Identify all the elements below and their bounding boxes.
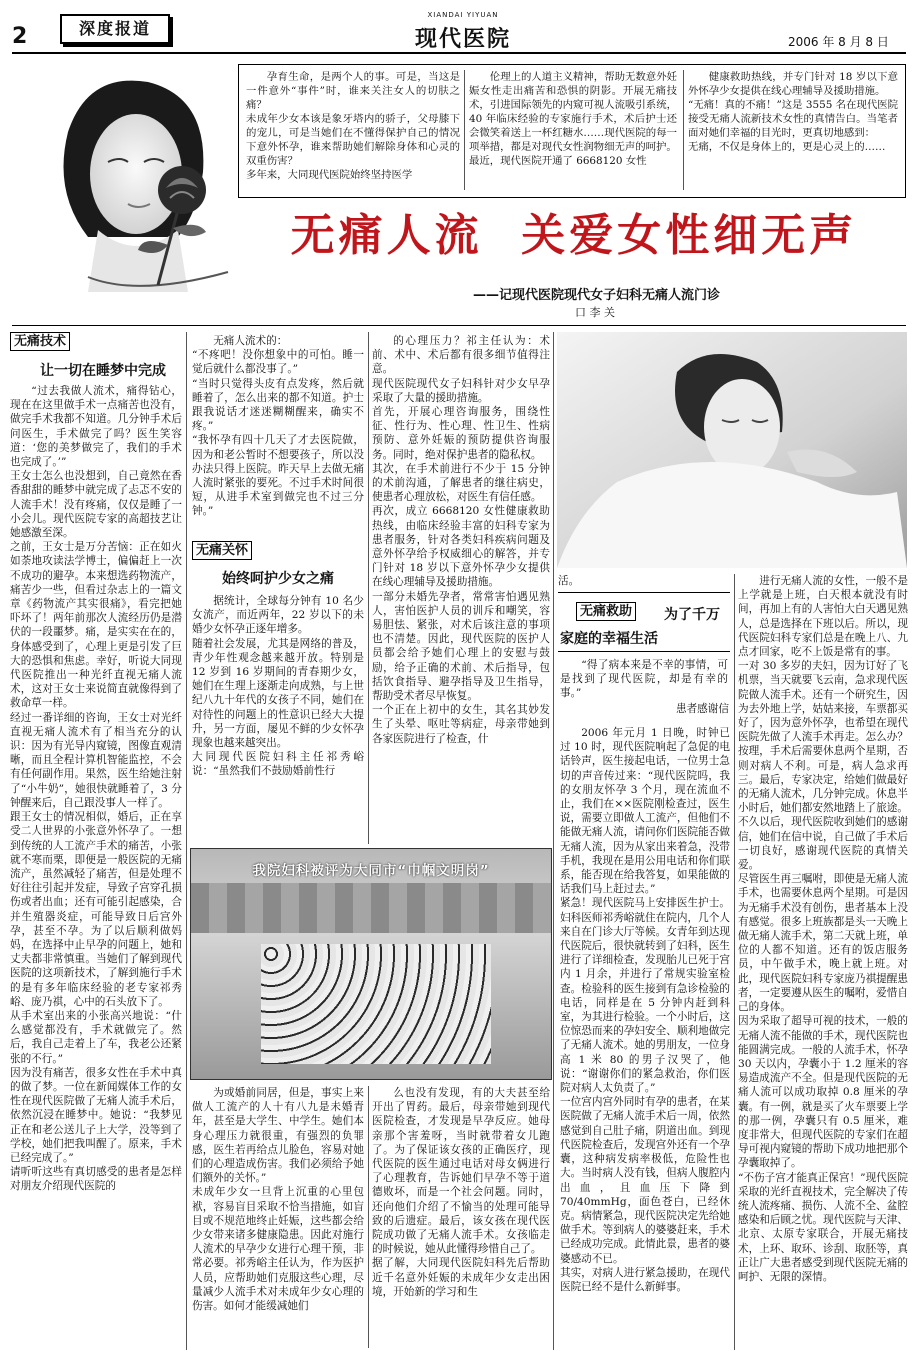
intro-col-2: 伦理上的人道主义精神，帮助无数意外妊娠女性走出痛苦和恐惧的阴影。开展无痛技术，引进国际领先的内窥可视人流吸引系统，40 年临床经验的专家施行手术，术后护士还会微笑着送上一杯红糖水……现代医院的每一项举措，都是对现代女性润物细无声的呵护。 最近，现代医院开通了 6668120 女性 (469, 71, 677, 167)
col4-body: 2006 年元月 1 日晚，时钟已过 10 时，现代医院响起了急促的电话铃声，医生接起电话，一位男士急切的声音传过来：“现代医院吗，我的女朋友怀孕 3 个月，现在流血不止，我们在××医院刚检查过，医生说，需要立即做人工流产，但他们不能做无痛人流，请问你们医院能否做无痛人流，因为从家出来着急，没带手机，我现在是用公用电话和你们联系，能否现在给我答复，如果能做的话我们马上赶过去。” 紧急！现代医院马上安排医生护士。妇科医师祁秀峪就住在院内，几个人来自在门诊大厅等候。女青年到达现代医院后，很快就转到了妇科，医生进行了详细检查，发现胎儿已死于宫内 1 月余，并进行了常规实验室检查。检验科的医生接到有急诊检验的电话，同样是在 5 分钟内赶到科室，为其进行检验。一个小时后，这位惊恐而来的孕妇安全、顺利地做完了无痛人流术。她的男朋友，一位身高 1 米 80 的男子汉哭了，他说：“谢谢你们的紧急救治，你们医院对病人太负责了。” 一位宫内宫外同时有孕的患者，在某医院做了无痛人流手术后一周，依然感觉到自己肚子痛，阴道出血。到现代医院检查后，发现宫外还有一个孕囊，这种病发病率极低，危险性也大。当时病人没有钱，但病人腹腔内出血，且血压下降到 70/40mmHg，面色苍白，已经休克。病情紧急，现代医院决定先给她做手术。等到病人的婆婆赶来，手术已经成功完成。此情此景，患者的婆婆感动不已。 其实，对病人进行紧急援助，在现代医院已经不是什么新鲜事。 (560, 727, 730, 1293)
byline: 口 李 关 (575, 306, 615, 319)
masthead-title: 现代医院 (414, 26, 511, 52)
group-photo (190, 848, 552, 1080)
header-rule (12, 52, 906, 54)
issue-date: 2006 年 8 月 8 日 (788, 35, 889, 49)
main-headline: 无痛人流 关爱女性细无声 (290, 210, 858, 261)
section-tag-label: 深度报道 (78, 19, 151, 38)
section-label-care: 无痛关怀 (192, 541, 252, 560)
col2-bottom-body: 为或婚前同居，但是，事实上来做人工流产的人十有八九是未婚青年，甚至是大学生、中学生。她们本身心理压力就很重，有强烈的负罪感，医生若再给点儿脸色，容易对她们的心理造成伤害。我们必须给予她们额外的关怀。” 未成年少女一旦背上沉重的心里包袱，容易盲目采取不恰当措施，如盲目或不规范地终止妊娠，这些都会给少女带来诸多健康隐患。因此对施行人流术的早孕少女进行心理干预，非常必要。祁秀峪主任认为，作为医护人员，应帮助她们克服这些心理，尽量减少人流手术对未成年少女心理的伤害。如何才能缓减她们 (192, 1087, 364, 1313)
photo-people (261, 944, 491, 1064)
intro-col-1: 孕育生命，是两个人的事。可是，当这是一件意外“事件”时，谁来关注女人的切肤之痛？ 未成年少女本该是象牙塔内的骄子，父母膝下的宠儿，可是当她们在不懂得保护自己的情况下意外怀孕，谁来帮助她们解除身体和心灵的双重伤害？ 多年来，大同现代医院始终坚持医学 (246, 71, 460, 181)
rose-illustration (128, 150, 228, 290)
col-divider-3 (553, 332, 554, 1350)
photo-building (191, 883, 551, 933)
section-heading-rescue-1: 为了千万 (664, 607, 720, 623)
section-tag (60, 14, 170, 44)
col-divider-2b (368, 1086, 369, 1348)
section-label-painless-tech: 无痛技术 (10, 332, 70, 351)
sub-headline: ——记现代医院现代女子妇科无痛人流门诊 (472, 288, 720, 303)
headline-rule (12, 325, 906, 326)
col3-bottom-body: 么也没有发现，有的大夫甚至给开出了胃药。最后，母亲带她到现代医院检查，才发现是早孕反应。她母亲那个害羞呀，当时就带着女儿跑了。为了保证该女孩的正确医疗，现代医院的医生通过电话对母女俩进行了心理教育，告诉她们早孕不等于道德败坏，而是一个社会问题。同时，还向他们介绍了不愉当的处理可能导致的后遗症。最后，该女孩在现代医院成功做了无痛人流手术。女孩临走的时候说，她从此懂得珍惜自己了。 据了解，大同现代医院妇科先后帮助近千名意外妊娠的未成年少女走出困境，开始新的学习和生 (372, 1087, 550, 1298)
col3-top-body: 的心理压力？祁主任认为：术前、术中、术后都有很多细节值得注意。 现代医院现代女子妇科针对少女早孕采取了大量的援助措施。 首先，开展心理咨询服务，围绕性征、性行为、性心理、性卫生、性病预防、意外妊娠的预防提供咨询服务。同时，绝对保护患者的隐私权。 其次，在手术前进行不少于 15 分钟的术前沟通，了解患者的继往病史，使患者心理放松，对医生有信任感。 再次，成立 6668120 女性健康救助热线，由临床经验丰富的妇科专家为患者服务，针对各类妇科疾病问题及意外怀孕给予权威细心的解答，并专门针对 18 岁以下意外怀孕少女提供在线心理辅导及援助措施。 一部分未婚先孕者，常常害怕遇见熟人，害怕医护人员的训斥和嘲笑，容易胆怯、紧张，对术后该注意的事项也不清楚。因此，现代医院的医护人员都会给予她们心理上的安慰与鼓励，给予正确的术前、术后指导，包括饮食指导、避孕指导及卫生指导，帮助受术者尽早恢复。 一个正在上初中的女生，其名其妙发生了头晕、呕吐等病症，母亲带她到各家医院进行了检查，什 (372, 335, 550, 745)
section-heading-care: 始终呵护少女之痛 (222, 571, 334, 587)
col4-overflow-text: 活。 (558, 575, 580, 587)
section-heading-painless-tech: 让一切在睡梦中完成 (40, 363, 166, 379)
col-divider-4 (734, 574, 735, 1350)
col-divider-2 (368, 332, 369, 844)
masthead-roman: XIANDAI YIYUAN (427, 11, 499, 19)
intro-col-3: 健康救助热线，并专门针对 18 岁以下意外怀孕少女提供在线心理辅导及援助措施。 “无痛！真的不痛！”这是 3555 名在现代医院接受无痛人流新技术女性的真情告白。当笔者面对她们幸福的目光时，更真切地感到： 无痛，不仅是身体上的，更是心灵上的…… (688, 71, 898, 153)
col5-body: 进行无痛人流的女性，一般不是上学就是上班，白天根本就没有时间，再加上有的人害怕大白天遇见熟人，总是选择在下班以后。所以，现代医院妇科专家们总是在晚上八、九点才回家，吃不上饭是常有的事。 一对 30 多岁的夫妇，因为订好了飞机票，当天就要飞云南，急求现代医院做人流手术。还有一个研究生，因为去外地上学，姑姑来接，车票都买好了，因为意外怀孕，也希望在现代医院先做了人流手术再走。怎么办？按理，手术后需要休息两个星期，否则对病人不利。可是，病人急求再三。最后，专家决定，给她们做最好的无痛人流术，几分钟完成。休息半小时后，她们都安然地踏上了旅途。不久以后，现代医院收到她们的感谢信，她们在信中说，自己做了手术后一切良好，感谢现代医院的真情关爱。 尽管医生再三嘱咐，即使是无痛人流手术，也需要休息两个星期。可是因为无痛手术没有创伤，患者基本上没有感觉。很多上班族都是头一天晚上做无痛人流手术，第二天就上班，单位的人都不知道。还有的饭店服务员，中午做手术，晚上就上班。对此，现代医院妇科专家庞乃祺提醒患者，一定要遵从医生的嘱咐，爱惜自己的身体。 因为采取了超导可视的技术，一般的无痛人流不能做的手术，现代医院也能圆满完成。一般的人流手术，怀孕 30 天以内，孕囊小于 1.2 厘米的容易造成流产不全。但是现代医院的无痛人流可以成功取掉 0.8 厘米的孕囊。有一例，就是买了火车票要上学的那一例，孕囊只有 0.5 厘米，难度非常大，但现代医院的专家们在超导可视内窥镜的帮助下成功地把那个孕囊取掉了。 “不伤子宫才能真正保宫！”现代医院采取的光纤直视技术，完全解决了传统人流疼痛、损伤、人流不全、盆腔感染和后顾之忧。现代医院与天津、北京、太原专家联合，开展无痛技术，上环、取环、诊刮、取胚等，真正让广大患者感受到现代医院无痛的呵护、无限的深情。 (738, 575, 908, 1283)
intro-divider-2 (683, 70, 684, 190)
section-heading-rescue-2: 家庭的幸福生活 (560, 631, 658, 647)
col-divider-1 (186, 332, 187, 1350)
sleeping-woman-photo (557, 332, 907, 568)
rescue-quote-source: 患者感谢信 (676, 703, 729, 715)
rescue-quote: “得了病本来是不幸的事情，可是找到了现代医院，却是有幸的事。” (560, 659, 728, 700)
page-number: 2 (12, 24, 28, 49)
section-label-rescue: 无痛救助 (576, 602, 636, 621)
intro-divider-1 (464, 70, 465, 190)
col1-body: “过去我做人流术，痛得钻心，现在在这里做手术一点痛苦也没有，做完手术我都不知道。几分钟手术后问医生，手术做完了吗？医生笑容道：‘您的美梦做完了，我们的手术也完成了。’” 王女士怎么也没想到，自己竟然在香香甜甜的睡梦中就完成了忐忑不安的人流手术！没有疼痛，仅仅是睡了一小会儿。现代医院专家的高超技艺让她感激至深。 之前，王女士是万分苦恼：正在如火如荼地攻读法学博士，偏偏赶上一次不成功的避孕。本来想选药物流产，痛苦少一些，但看过杂志上的一篇文章《药物流产其实很痛》，看完把她吓坏了！两年前那次人流经历仍是潜伏的一段噩梦。痛，是实实在在的，身体感受到了，心理上更是引发了巨大的恐惧和焦虑。幸好，听说大同现代医院推出一种光纤直视无痛人流术，这对王女士来说简直就像得到了救命草一样。 经过一番详细的咨询，王女士对光纤直视无痛人流术有了相当充分的认识：因为有光导内窥镜，图像直观清晰，而且全程计算机智能监控，不会有任何副作用。果然，医生给她注射了“小牛奶”，她很快就睡着了，3 分钟醒来后，自己跟没事人一样了。 跟王女士的情况相似，婚后，正在享受二人世界的小张意外怀孕了。一想到传统的人工流产手术的痛苦，小张就不寒而栗，即便是一般医院的无痛流产，虽然减轻了痛苦，但是处理不好往往引起并发症，导致子宫穿孔损伤或者出血；还有可能引起感染，合并生殖器炎症，可能导致日后宫外孕，甚至不孕。为了以后顺利做妈妈，在选择中止早孕的问题上，她和丈夫都非常慎重。当她们了解到现代医院的这项新技术，了解到施行手术的是有多年临床经验的老专家祁秀峪、庞乃祺，心中的石头放下了。 从手术室出来的小张高兴地说：“什么感觉都没有，手术就做完了。然后，我自己走着上了车，我老公还紧张的不行。” 因为没有痛苦，很多女性在手术中真的做了梦。一位在新闻媒体工作的女性在现代医院做了无痛人流手术后，依然沉浸在睡梦中。她说：“我梦见正在和老公送儿子上大学，没等到了学校，她们把我叫醒了。原来，手术已经完成了。” 请听听这些有真切感受的患者是怎样对朋友介绍现代医院的 (10, 385, 182, 1193)
col2-mid-body: 据统计，全球每分钟有 10 名少女流产，而近两年，22 岁以下的未婚少女怀孕正逐年增多。 随着社会发展，尤其是网络的普及，青少年性观念越来越开放。特别是 12 岁到 16 岁期间的青春期少女，她们在生理上逐渐走向成熟，与上世纪八九十年代的女孩子不同，她们在对待性的问题上的性意识已经大大提升，另一方面，屡见不鲜的少女怀孕现象也越来越突出。 大同现代医院妇科主任祁秀峪说：“虽然我们不鼓励婚前性行 (192, 595, 364, 778)
photo-banner-text: 我院妇科被评为大同市“巾帼文明岗” (252, 863, 490, 879)
col2-top-body: 无痛人流术的： “不疼吧！没你想象中的可怕。睡一觉后就什么都没事了。” “当时只觉得头皮有点发疼，然后就睡着了，怎么出来的都不知道。护士跟我说话才迷迷糊糊醒来，确实不疼。” “我怀孕有四十几天了才去医院做，因为和老公暂时不想要孩子，所以没办法只得上医院。昨天早上去做无痛人流时紧张的要死。不过手术时间很短，从进手术室到做完也不过三分钟。” (192, 335, 364, 518)
